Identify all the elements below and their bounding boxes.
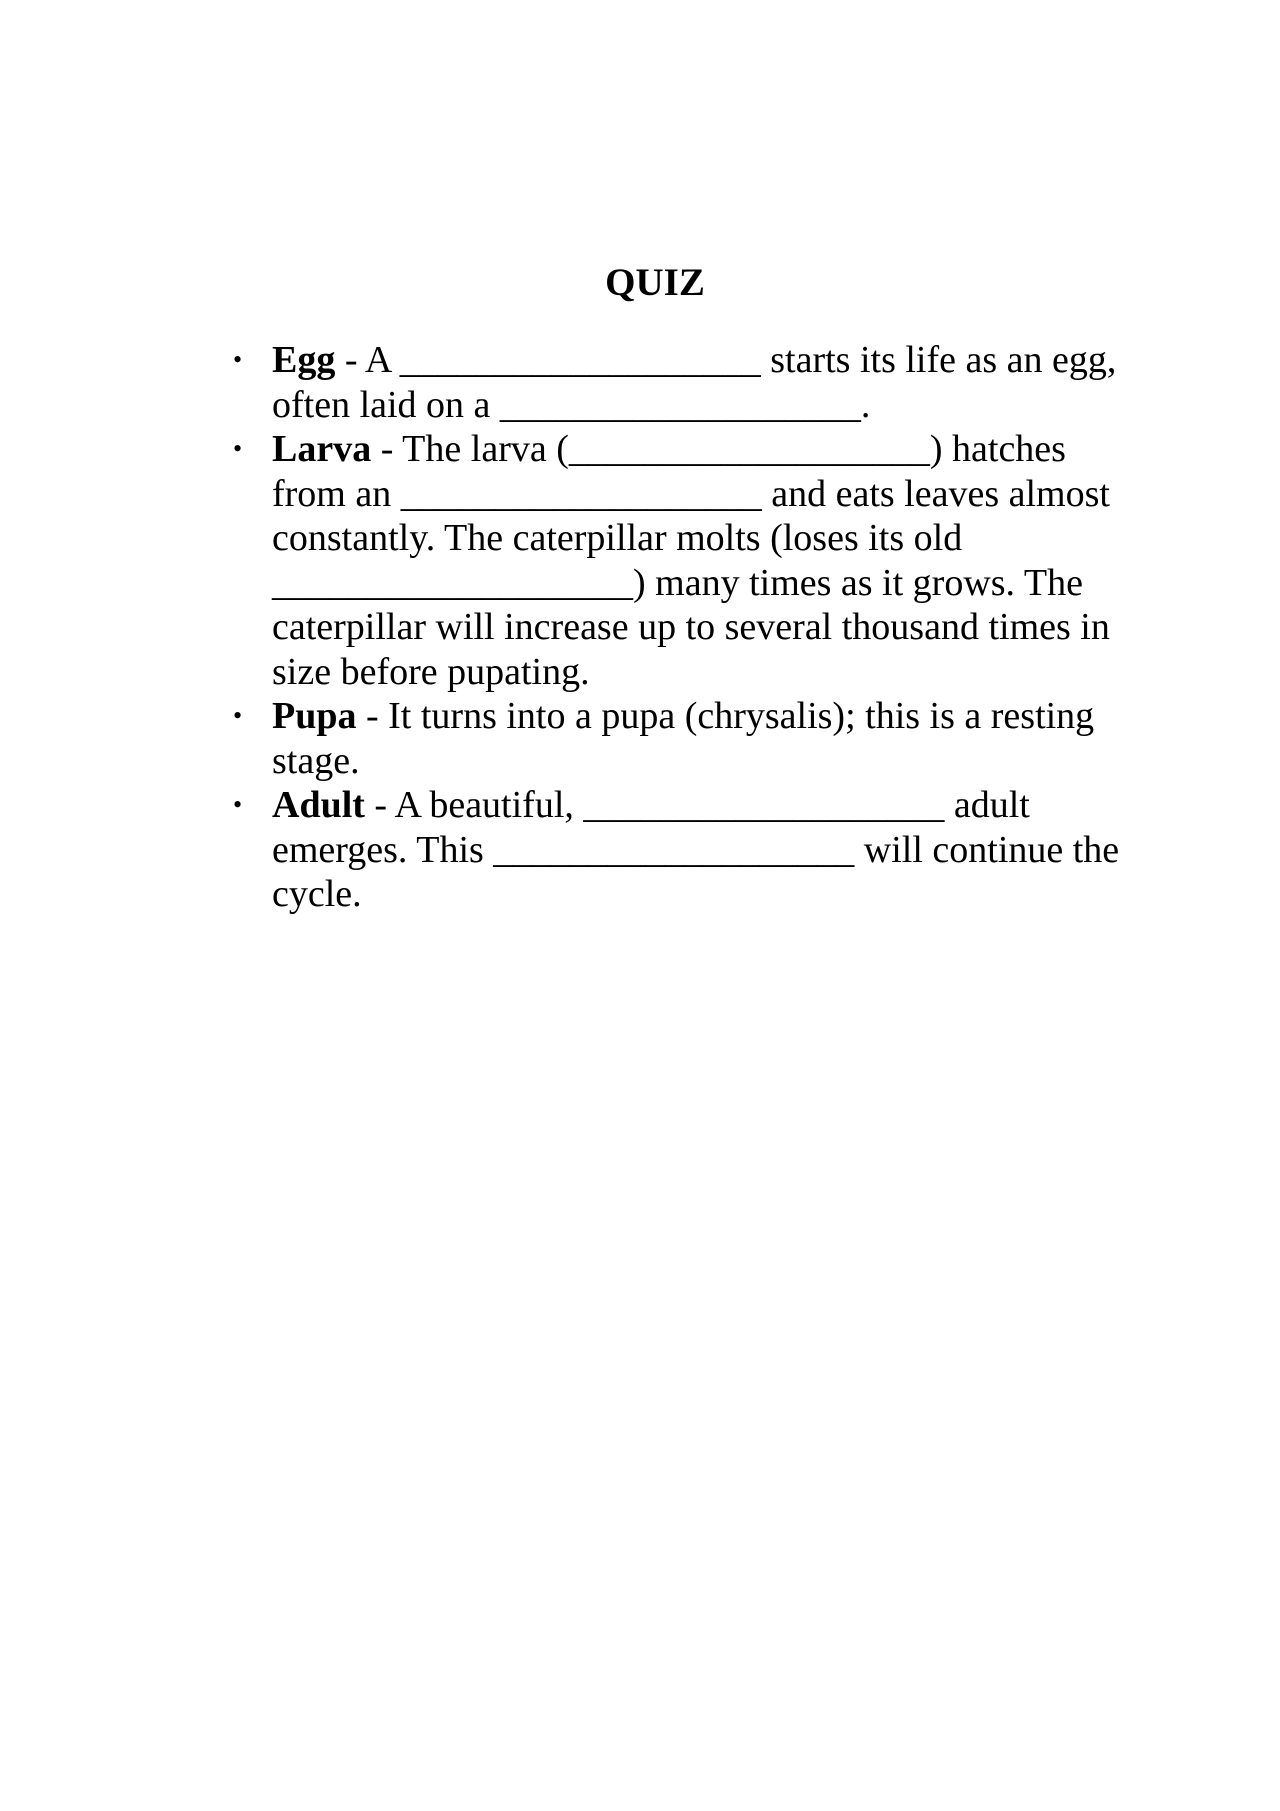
term-pupa: Pupa — [272, 695, 357, 737]
bullet-icon: • — [233, 345, 243, 374]
term-adult: Adult — [272, 784, 365, 826]
list-item-larva — [233, 427, 1122, 694]
bullet-icon: • — [233, 790, 243, 819]
item-text-adult: - A beautiful, ___________________ adult emerges. This ___________________ will continue the cycle. — [272, 784, 1120, 915]
item-text-larva: - The larva (___________________) hatches from an ___________________ and eats leaves almost constantly. The caterpillar molts (loses its old ___________________) many times as it grows. The caterpillar will increase up to several thousand times in size before pupating. — [272, 428, 1110, 693]
bullet-icon: • — [233, 701, 243, 730]
quiz-title: QUIZ — [605, 261, 705, 304]
list-item-adult — [233, 783, 1122, 917]
term-larva: Larva — [272, 428, 372, 470]
item-text-egg: - A ___________________ starts its life as an egg, often laid on a ___________________. — [272, 339, 1117, 426]
item-text-pupa: - It turns into a pupa (chrysalis); this is a resting stage. — [272, 695, 1095, 782]
term-egg: Egg — [272, 339, 336, 381]
quiz-list — [233, 338, 1122, 917]
list-item-egg — [233, 338, 1122, 427]
bullet-icon: • — [233, 434, 243, 463]
list-item-pupa — [233, 694, 1122, 783]
